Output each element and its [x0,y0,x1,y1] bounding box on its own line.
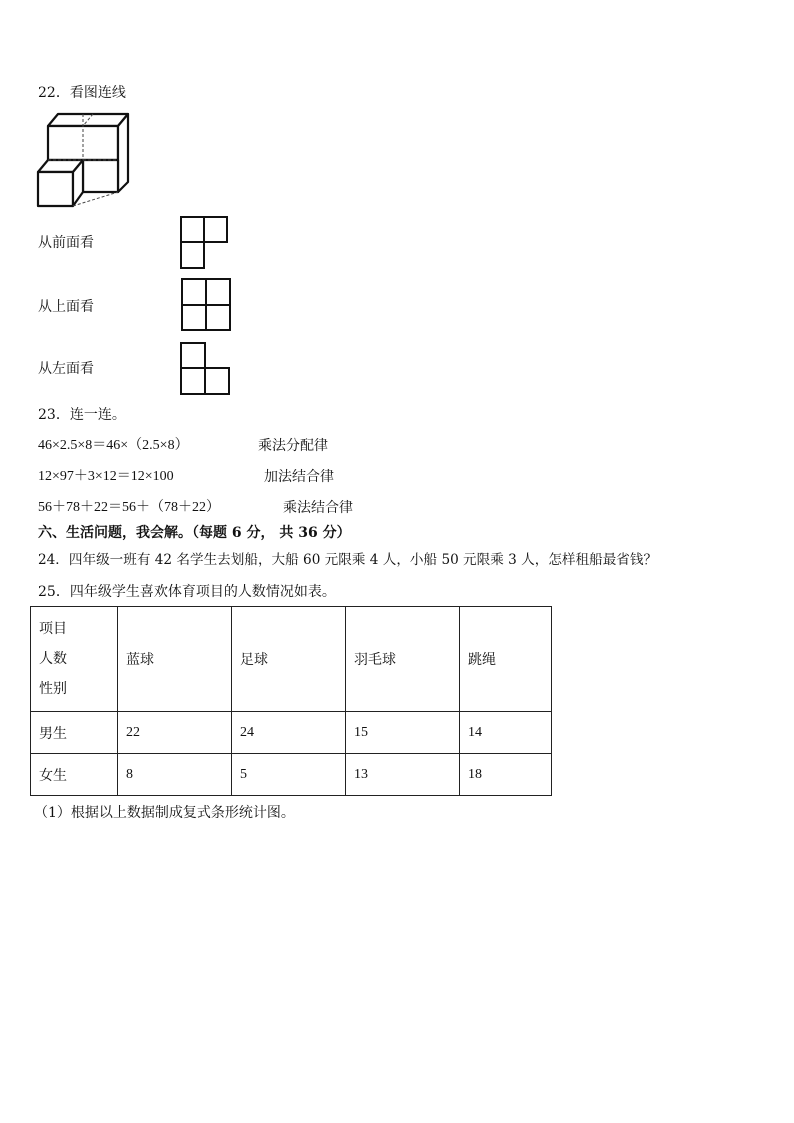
table-header-row [31,607,552,712]
corner-item-label: 项目 [39,621,67,637]
table-cell: 14 [460,712,552,754]
q22-title: 22．看图连线 [38,85,126,101]
table-cell: 15 [346,712,460,754]
column-header: 跳绳 [460,607,552,712]
table-cell: 5 [232,754,346,796]
view-label-front: 从前面看 [38,235,94,251]
table-cell: 18 [460,754,552,796]
corner-count-label: 人数 [39,651,67,667]
view-label-top: 从上面看 [38,299,94,315]
q23-law-3: 乘法结合律 [283,500,353,516]
q23-law-2: 加法结合律 [264,469,334,485]
table-cell: 24 [232,712,346,754]
q23-law-1: 乘法分配律 [258,438,328,454]
q25-sub-question-1: （1）根据以上数据制成复式条形统计图。 [34,805,295,821]
column-header: 羽毛球 [346,607,460,712]
q25-text: 25．四年级学生喜欢体育项目的人数情况如表。 [38,584,336,600]
q23-title: 23．连一连。 [38,407,126,423]
table-row [31,754,552,796]
row-label: 男生 [31,712,118,754]
row-label: 女生 [31,754,118,796]
column-header: 足球 [232,607,346,712]
corner-gender-label: 性别 [39,681,67,697]
q23-equation-1: 46×2.5×8＝46×（2.5×8） [38,438,189,453]
view-label-left: 从左面看 [38,361,94,377]
sports-table [30,606,552,796]
view-shape-top [181,278,231,332]
section-6-heading: 六、生活问题，我会解。（每题 6 分， 共 36 分） [38,525,351,541]
table-cell: 8 [118,754,232,796]
view-shape-front [180,216,228,270]
table-row [31,712,552,754]
table-cell: 22 [118,712,232,754]
q23-equation-2: 12×97＋3×12＝12×100 [38,469,174,484]
table-corner-cell [31,607,118,712]
table-cell: 13 [346,754,460,796]
column-header: 蓝球 [118,607,232,712]
q24-text: 24．四年级一班有 42 名学生去划船，大船 60 元限乘 4 人，小船 50 元限乘 3 人，怎样租船最省钱？ [38,552,658,568]
cube-figure [38,112,132,208]
q23-equation-3: 56＋78＋22＝56＋（78＋22） [38,500,220,515]
view-shape-left [180,342,230,396]
